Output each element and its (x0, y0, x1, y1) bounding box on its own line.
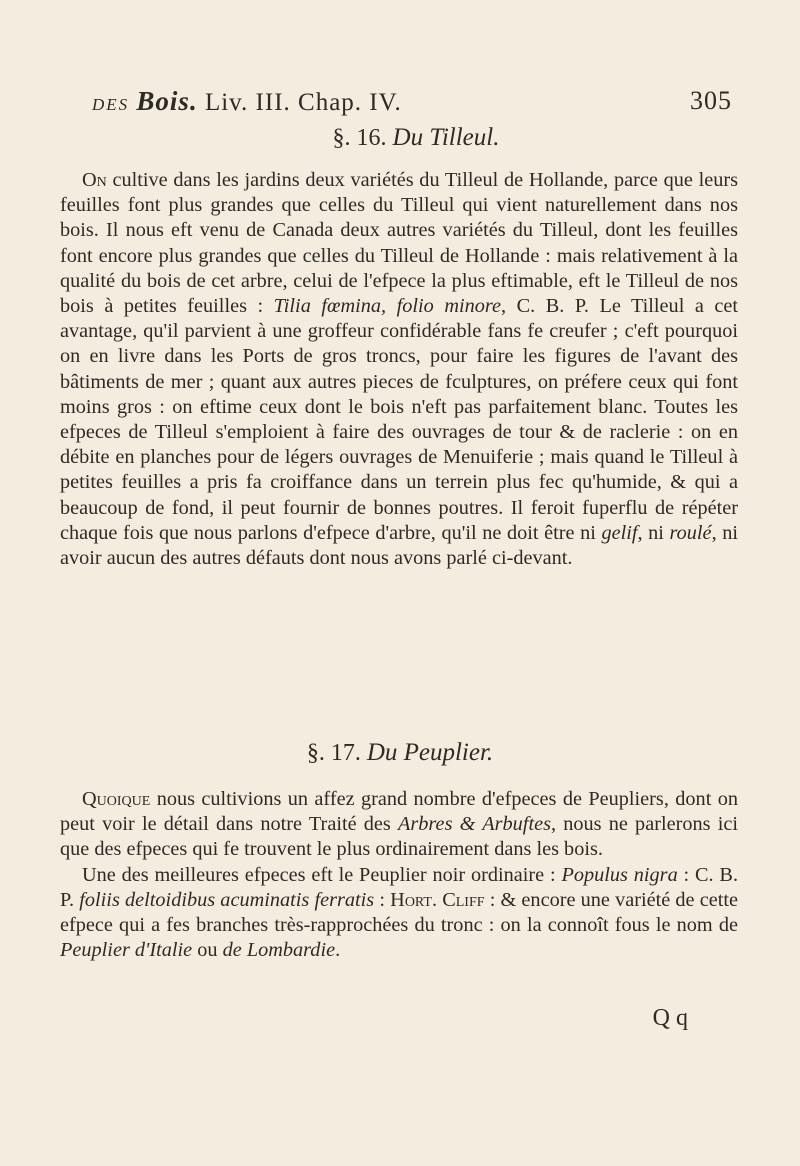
text-run: , C. B. P. Le Tilleul a cet avantage, qu'il parvient à une groffeur confidérable fans fe creufer ; c'eft pourquoi on en livre dans les Ports de gros troncs, pour faire les figures de l'avant des bâtiments de mer ; quant aux autres pieces de fculptures, on préfere ceux qui font moins gros : on eftime ceux dont le bois n'eft pas parfaitement blanc. Toutes les efpeces de Tilleul s'emploient à faire des ouvrages de tour & de raclerie : on en débite en planches pour de légers ouvrages de Menuiferie ; mais quand le Tilleul à petites feuilles a pris fa croiffance dans un terrein plus fec qu'humide, & qui a beaucoup de fond, il peut fournir de bonnes poutres. Il feroit fuperflu de répéter chaque fois que nous parlons d'efpece d'arbre, qu'il ne doit être ni (60, 295, 738, 544)
latin-name: Tilia fœmina, folio minore (273, 295, 502, 318)
running-title-bois: Bois. (136, 86, 198, 116)
section-17-title: Du Peuplier. (366, 739, 494, 766)
tree-name: de Lombardie (222, 939, 336, 962)
section-17-body (60, 787, 738, 963)
opening-word: Quoique (82, 788, 151, 810)
author-reference: Hort. Cliff (390, 888, 485, 911)
term-gelif: gelif (601, 521, 638, 544)
text-run: nous cultivions un affez grand nombre d'efpeces de Peupliers, dont on peut voir le détail dans notre Traité des (60, 788, 738, 836)
opening-word: On (82, 169, 107, 191)
section-16-body (60, 168, 738, 571)
text-run: : & encore une variété de cette efpece qui a fes branches très-rapprochées du tronc : on la connoît fous le nom de (60, 888, 738, 937)
running-header (92, 86, 732, 122)
text-run: , ni avoir aucun des autres défauts dont nous avons parlé ci-devant. (60, 521, 738, 570)
catchword: Q q (652, 1005, 688, 1031)
text-run: : C. B. P. (60, 863, 739, 911)
page-number: 305 (690, 86, 732, 115)
latin-name: Populus nigra (561, 863, 678, 886)
text-run: ou (192, 939, 223, 962)
running-title (92, 86, 402, 117)
section-17-heading (0, 739, 800, 767)
running-title-des: DES (92, 95, 130, 114)
latin-description: foliis deltoidibus acuminatis ferratis (79, 888, 375, 911)
text-run: Une des meilleures efpeces eft le Peuplier noir ordinaire : (82, 863, 562, 886)
text-run: , nous ne parlerons ici que des efpeces qui fe trouvent le plus ordinairement dans les bois. (60, 813, 738, 861)
running-title-chapter: Liv. III. Chap. IV. (204, 89, 402, 116)
paragraph (60, 863, 738, 964)
paragraph (60, 168, 738, 571)
term-roule: roulé (669, 521, 712, 544)
section-16-title: Du Tilleul. (392, 124, 500, 151)
section-16-number: §. 16. (332, 125, 387, 151)
reference-title: Arbres & Arbuftes (398, 813, 551, 836)
text-run: : (374, 888, 391, 911)
section-17-number: §. 17. (306, 740, 361, 766)
paragraph (60, 787, 738, 863)
text-run: . (335, 939, 341, 962)
tree-name: Peuplier d'Italie (60, 939, 193, 962)
text-run: cultive dans les jardins deux variétés du Tilleul de Hollande, parce que leurs feuilles font plus grandes que celles du Tilleul qui vient naturellement dans nos bois. Il nous eft venu de Canada deux autres variétés du Tilleul, dont les feuilles font encore plus grandes que celles du Tilleul de Hollande : mais relativement à la qualité du bois de cet arbre, celui de l'efpece la plus eftimable, eft le Tilleul de nos bois à petites feuilles : (60, 169, 738, 318)
section-16-heading (0, 124, 800, 152)
text-run: , ni (637, 521, 670, 544)
